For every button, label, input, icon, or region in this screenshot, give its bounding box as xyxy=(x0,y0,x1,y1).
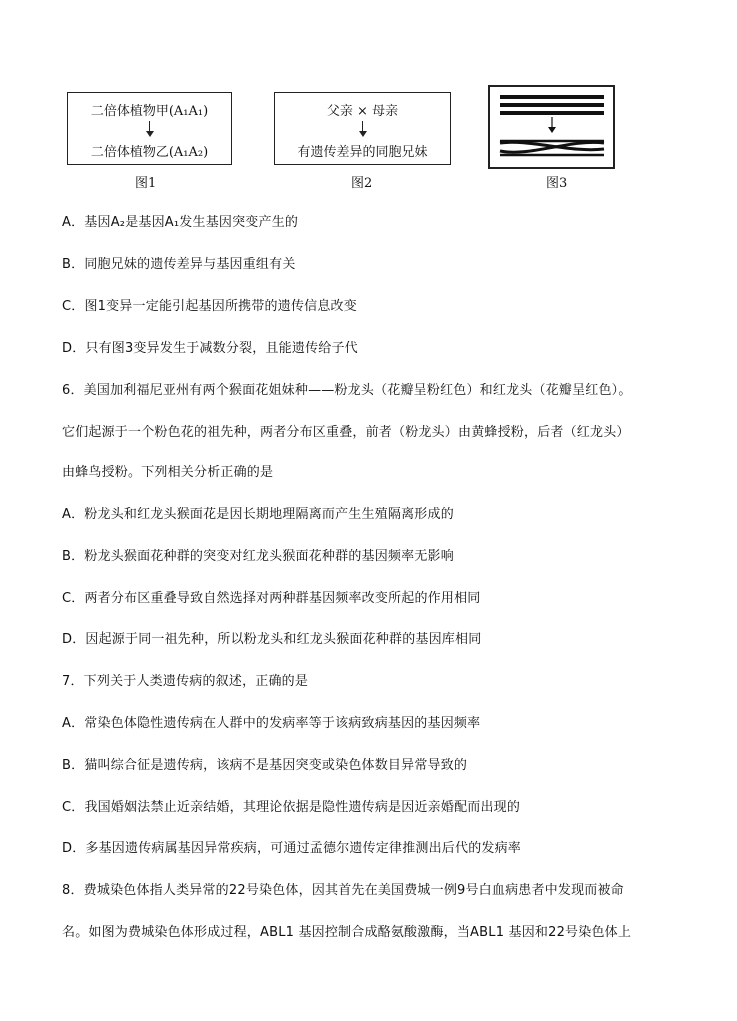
q6-option-a: A．粉龙头和红龙头猴面花是因长期地理隔离而产生生殖隔离形成的 xyxy=(62,507,454,522)
figure-1-box xyxy=(67,92,232,165)
q8-stem-line-2: 名。如图为费城染色体形成过程，ABL1 基因控制合成酪氨酸激酶，当ABL1 基因和22号染色体上 xyxy=(62,925,632,940)
q6-option-c: C．两者分布区重叠导致自然选择对两种群基因频率改变所起的作用相同 xyxy=(62,591,481,606)
q6-stem-line-3: 由蜂鸟授粉。下列相关分析正确的是 xyxy=(62,465,274,480)
figure-1-bottom-text: 二倍体植物乙(A₁A₂) xyxy=(90,145,209,160)
figure-2-box xyxy=(274,92,451,165)
figure-2-bottom-text: 有遗传差异的同胞兄妹 xyxy=(297,145,428,160)
q5-option-b: B．同胞兄妹的遗传差异与基因重组有关 xyxy=(62,257,296,272)
q5-option-a: A．基因A₂是基因A₁发生基因突变产生的 xyxy=(62,215,299,230)
q6-option-b: B．粉龙头猴面花种群的突变对红龙头猴面花种群的基因频率无影响 xyxy=(62,549,454,564)
q5-option-d: D．只有图3变异发生于减数分裂，且能遗传给子代 xyxy=(62,341,358,356)
figure-3-box xyxy=(488,85,615,169)
q7-stem: 7．下列关于人类遗传病的叙述，正确的是 xyxy=(62,674,309,689)
figure-1-caption: 图1 xyxy=(135,176,157,191)
q8-stem-line-1: 8．费城染色体指人类异常的22号染色体，因其首先在美国费城一例9号白血病患者中发现而被命 xyxy=(62,883,624,898)
q7-option-d: D．多基因遗传病属基因异常疾病，可通过孟德尔遗传定律推测出后代的发病率 xyxy=(62,841,522,856)
q6-stem-line-2: 它们起源于一个粉色花的祖先种，两者分布区重叠，前者（粉龙头）由黄蜂授粉，后者（红龙头） xyxy=(62,425,630,440)
q7-option-b: B．猫叫综合征是遗传病，该病不是基因突变或染色体数目异常导致的 xyxy=(62,758,468,773)
figure-3-caption: 图3 xyxy=(546,176,568,191)
q6-stem-line-1: 6．美国加利福尼亚州有两个猴面花姐妹种——粉龙头（花瓣呈粉红色）和红龙头（花瓣呈红色）。 xyxy=(62,383,632,398)
figure-1-top-text: 二倍体植物甲(A₁A₁) xyxy=(90,104,209,119)
q7-option-a: A．常染色体隐性遗传病在人群中的发病率等于该病致病基因的基因频率 xyxy=(62,716,481,731)
figure-2-top-text: 父亲 × 母亲 xyxy=(326,104,399,119)
q5-option-c: C．图1变异一定能引起基因所携带的遗传信息改变 xyxy=(62,299,357,314)
figure-2-caption: 图2 xyxy=(351,176,373,191)
q6-option-d: D．因起源于同一祖先种，所以粉龙头和红龙头猴面花种群的基因库相同 xyxy=(62,632,482,647)
q7-option-c: C．我国婚姻法禁止近亲结婚，其理论依据是隐性遗传病是因近亲婚配而出现的 xyxy=(62,800,521,815)
chromosome-crossover-diagram xyxy=(490,87,613,167)
